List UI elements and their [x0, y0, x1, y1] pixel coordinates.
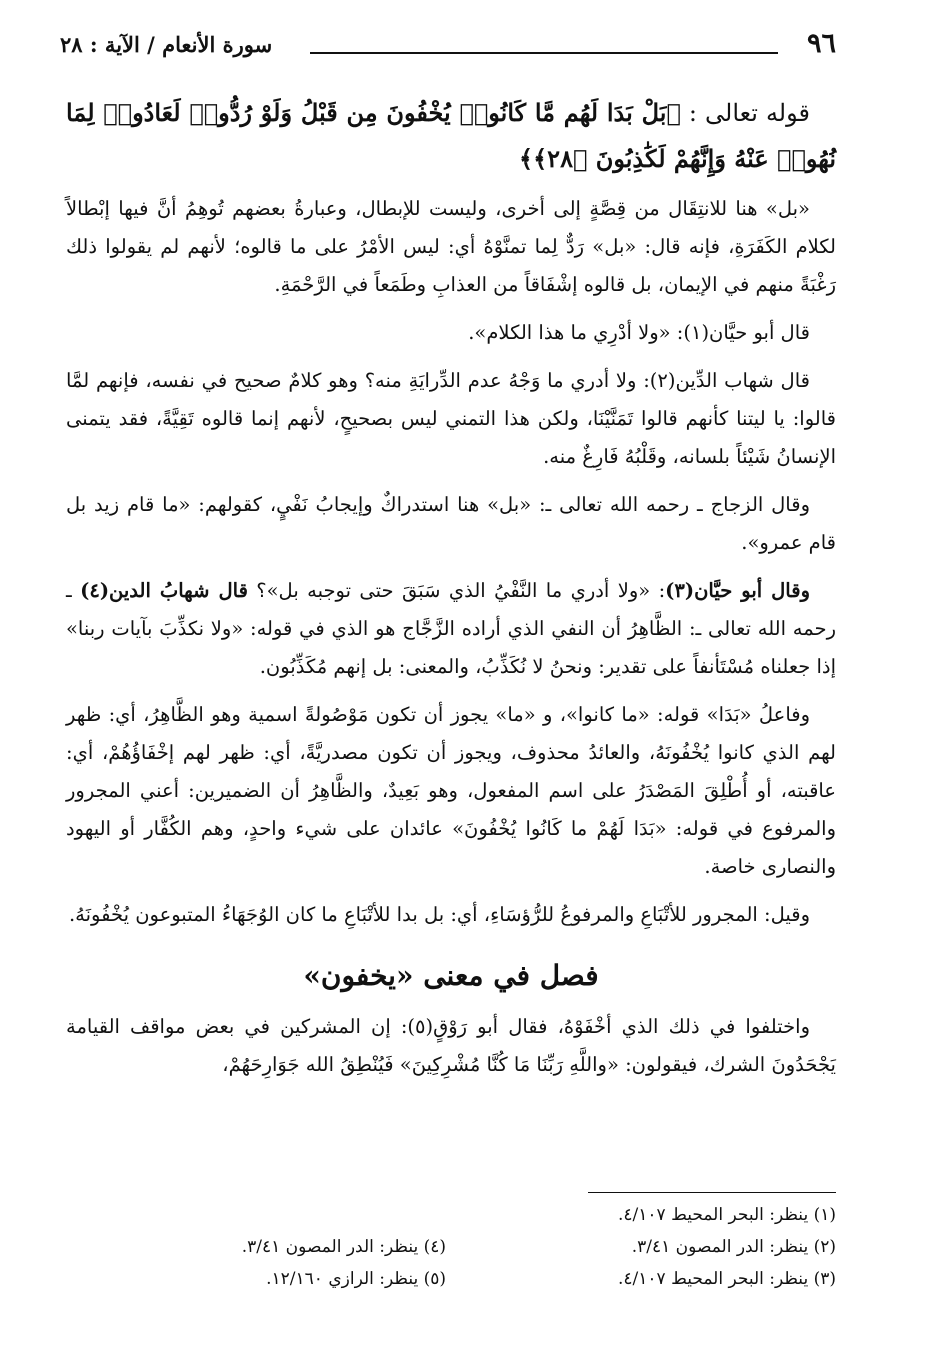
footnote: (١) ينظر: البحر المحيط ٤/١٠٧.	[618, 1205, 836, 1225]
main-text	[66, 90, 836, 1094]
page-number: ٩٦	[806, 28, 836, 59]
running-title: سورة الأنعام / الآية : ٢٨	[60, 32, 273, 57]
paragraph: واختلفوا في ذلك الذي أخْفَوْهُ، فقال أبو رَوْقٍ(٥): إن المشركين في بعض مواقف القيامة يَجْحَدُونَ الشرك، فيقولون: «واللَّهِ رَبِّنَا مَا كُنَّا مُشْرِكِينَ» فَيُنْطِقُ الله جَوَارِحَهُمْ،	[66, 1015, 836, 1076]
footnote	[56, 1200, 446, 1230]
section-heading: فصل في معنى «يخفون»	[303, 959, 599, 992]
paragraph: قال شهاب الدِّين(٢): ولا أدري ما وَجْهُ عدم الدِّرايَةِ منه؟ وهو كلامٌ صحيح في نفسه، فإنهم لمَّا قالوا: يا ليتنا كأنهم قالوا تَمَنَّيْنَا، ولكن هذا التمني ليس بصحيحٍ، لأنهم إنما قالوه تَقِيَّةً، فقد يتمنى الإنسانُ شَيْئاً بلسانه، وقَلْبُهُ فَارِغٌ منه.	[66, 369, 836, 468]
text-span: ـ رحمه الله تعالى ـ: الظَّاهِرُ أن النفي الذي أراده الزَّجَّاج هو الذي في قوله: «ولا نكذِّبَ بآيات ربنا» إذا جعلناه مُسْتَأنفاً على تقدير: ونحنُ لا نُكَذِّبُ، والمعنى: بل إنهم مُكَذِّبُون.	[66, 579, 836, 678]
paragraph: «بل» هنا للانتِقَال من قِصَّةٍ إلى أخرى، وليست للإبطال، وعبارةُ بعضهم تُوهِمُ أنَّ فيها إبْطالاً لكلام الكَفَرَةِ، فإنه قال: «بل» رَدٌّ لِما تمنَّوْهُ أي: ليس الأمْرُ على ما قالوه؛ لأنهم لم يقولوا ذلك رَغْبَةً منهم في الإيمان، بل قالوه إشْفَاقاً من العذابِ وطَمَعاً في الرَّحْمَةِ.	[66, 197, 836, 296]
text-span: : «ولا أدري ما النَّفْيُ الذي سَبَقَ حتى توجبه بل»؟	[247, 579, 666, 602]
verse-paragraph	[66, 90, 836, 182]
bold-phrase: قال شهابُ الدين(٤)	[80, 579, 248, 602]
footnote: (٤) ينظر: الدر المصون ٣/٤١.	[241, 1237, 446, 1257]
header-rule	[310, 52, 778, 54]
footnote-separator	[588, 1192, 836, 1193]
paragraph	[66, 572, 836, 686]
bold-phrase: وقال أبو حيَّان(٣)	[665, 579, 810, 602]
quran-verse: ﴿بَلْ بَدَا لَهُم مَّا كَانُوا۟ يُخْفُونَ مِن قَبْلُ وَلَوْ رُدُّوا۟ لَعَادُوا۟ لِمَا نُهُوا۟ عَنْهُ وَإِنَّهُمْ لَكَٰذِبُونَ ﴿٢٨﴾﴾	[66, 98, 836, 173]
footnote: (٢) ينظر: الدر المصون ٣/٤١.	[631, 1237, 836, 1257]
paragraph: وفاعلُ «بَدَا» قوله: «ما كانوا»، و «ما» يجوز أن تكون مَوْصُولةً اسمية وهو الظَّاهِرُ، أي: ظهر لهم الذي كانوا يُخْفُونَهُ، والعائدُ محذوف، ويجوز أن تكون مصدريَّةً، أي: ظهر لهم إخْفَاؤُهُمْ، أي: عاقبته، أو أُطْلِقَ المَصْدَرُ على اسم المفعول، وهو بَعِيدٌ، والظَّاهِرُ أن الضميرين: أعني المجرور والمرفوع في قوله: «بَدَا لَهُمْ ما كَانُوا يُخْفُونَ» عائدان على شيء واحدٍ، وهم الكُفَّار أو اليهود والنصارى خاصة.	[66, 703, 836, 878]
page-header	[60, 28, 836, 68]
footnote: (٥) ينظر: الرازي ١٢/١٦٠.	[266, 1269, 446, 1289]
paragraph: وقال الزجاج ـ رحمه الله تعالى ـ: «بل» هنا استدراكٌ وإيجابُ نَفْيٍ، كقولهم: «ما قام زيد بل قام عمرو».	[66, 493, 836, 554]
paragraph: قال أبو حيَّان(١): «ولا أدْرِي ما هذا الكلام».	[468, 321, 810, 344]
footnotes	[56, 1200, 836, 1294]
paragraph: وقيل: المجرور للأتْبَاعِ والمرفوعُ للرُّؤسَاءِ، أي: بل بدا للأتْبَاعِ ما كان الوُجَهَاءُ المتبوعون يُخْفُونَهُ.	[68, 903, 810, 926]
footnote: (٣) ينظر: البحر المحيط ٤/١٠٧.	[618, 1269, 836, 1289]
verse-intro: قوله تعالى :	[680, 99, 810, 127]
